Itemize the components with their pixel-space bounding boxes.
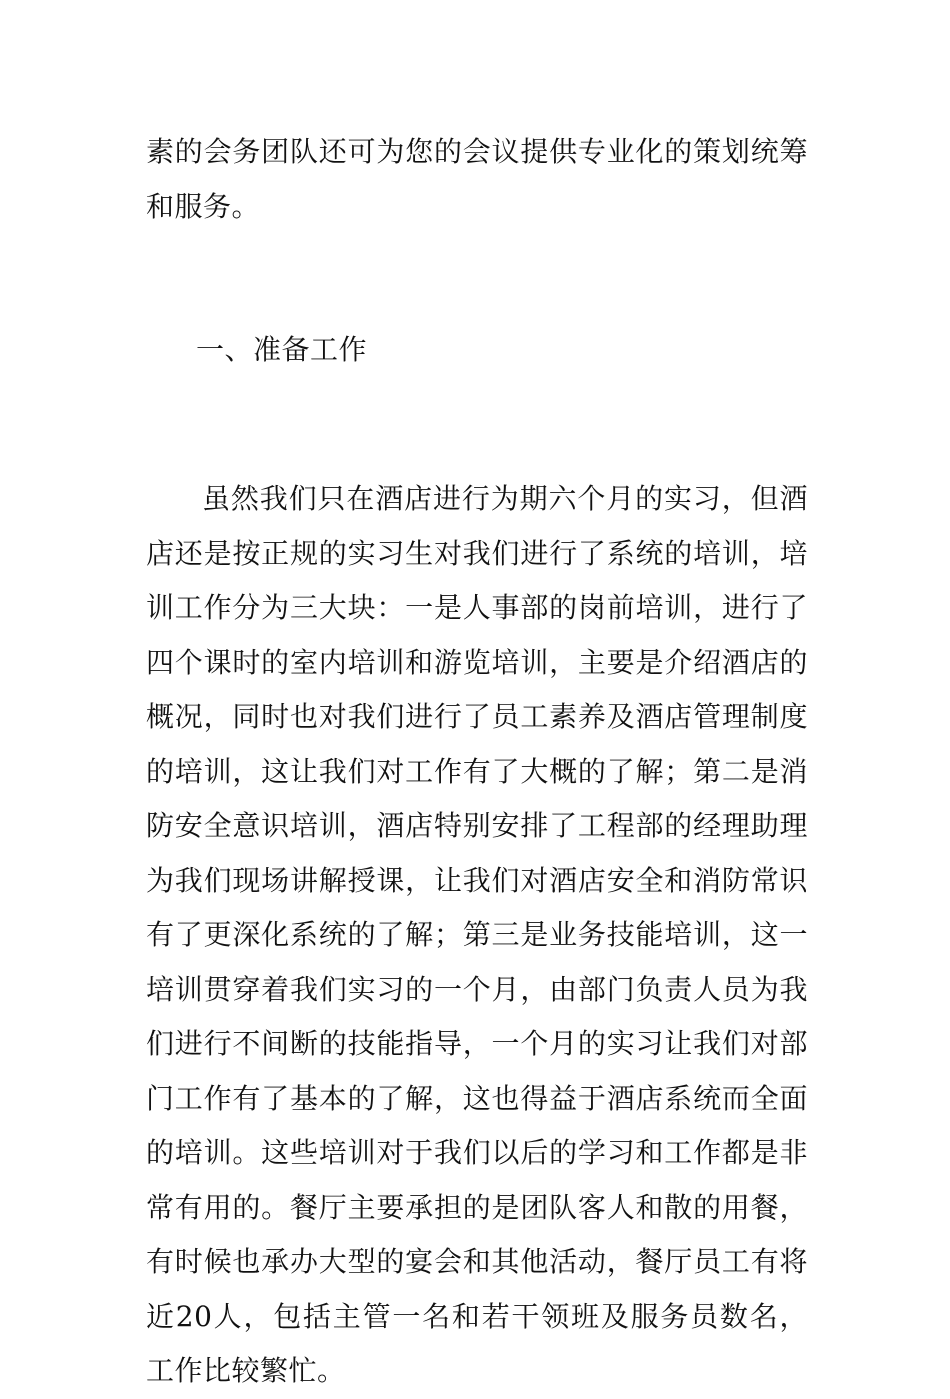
continued-paragraph: 素的会务团队还可为您的会议提供专业化的策划统筹和服务。: [146, 135, 808, 223]
section-heading: 一、准备工作: [196, 333, 368, 366]
body-paragraph: 虽然我们只在酒店进行为期六个月的实习，但酒店还是按正规的实习生对我们进行了系统的培训，培训工作分为三大块：一是人事部的岗前培训，进行了四个课时的室内培训和游览培训，主要是介绍酒店的概况，同时也对我们进行了员工素养及酒店管理制度的培训，这让我们对工作有了大概的了解；第二是消防安全意识培训，酒店特别安排了工程部的经理助理为我们现场讲解授课，让我们对酒店安全和消防常识有了更深化系统的了解；第三是业务技能培训，这一培训贯穿着我们实习的一个月，由部门负责人员为我们进行不间断的技能指导，一个月的实习让我们对部门工作有了基本的了解，这也得益于酒店系统而全面的培训。这些培训对于我们以后的学习和工作都是非常有用的。餐厅主要承担的是团队客人和散的用餐，有时候也承办大型的宴会和其他活动，餐厅员工有将近20人，包括主管一名和若干领班及服务员数名，工作比较繁忙。: [146, 482, 808, 1387]
